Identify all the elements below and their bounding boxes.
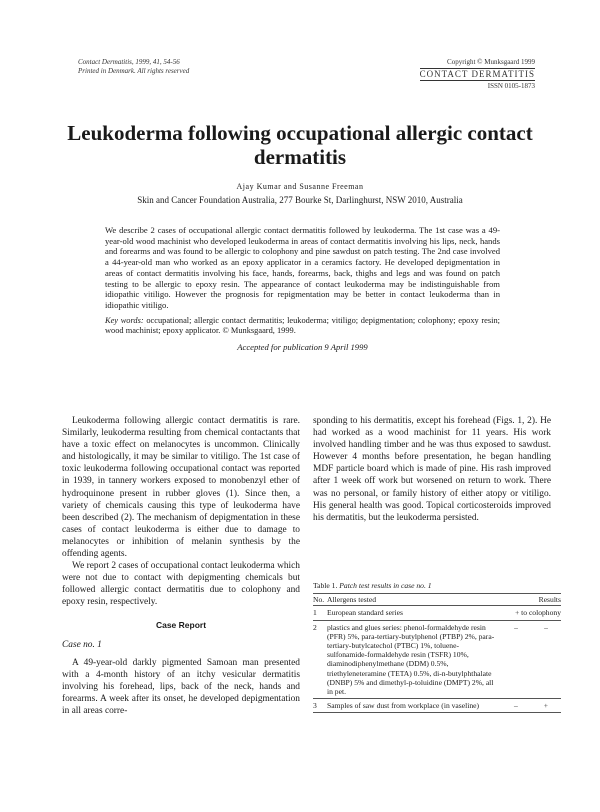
table-caption: Table 1. Patch test results in case no. 1	[313, 581, 432, 590]
journal-name: CONTACT DERMATITIS	[419, 69, 535, 79]
affiliation: Skin and Cancer Foundation Australia, 277 Bourke St, Darlinghurst, NSW 2010, Australia	[137, 195, 463, 205]
journal-citation: Contact Dermatitis, 1999, 41, 54-56 Printed in Denmark. All rights reserved	[78, 58, 190, 75]
accepted-date: Accepted for publication 9 April 1999	[237, 342, 368, 353]
body-column-left	[62, 415, 300, 717]
table-header-row: No. Allergens tested Results	[313, 593, 561, 606]
authors: Ajay Kumar and Susanne Freeman	[236, 182, 364, 191]
issn: ISSN 0105-1873	[487, 82, 535, 90]
table-row: 1 European standard series + to colophony	[313, 606, 561, 620]
intro-paragraph: We report 2 cases of occupational contact leukoderma which were not due to contact with depigmenting chemicals but followed allergic contact dermatitis due to colophony and epoxy resin, respectively.	[62, 561, 300, 608]
abstract-text: We describe 2 cases of occupational allergic contact dermatitis followed by leukoderma. The 1st case was a 49-year-old wood machinist who developed leukoderma in areas of contact dermatitis involving his lips, neck, hands and forearms and was found to be allergic to colophony and pine sawdust on patch testing. The 2nd case involved a 44-year-old man who worked as an epoxy applicator in a ceramics factory. He developed depigmentation in areas of contact dermatitis involving his face, hands, forearms, back, thighs and legs and was found on patch testing to be allergic to epoxy resin. The appearance of contact leukoderma may be indistinguishable from idiopathic vitiligo. However the prognosis for repigmentation may be better in contact leukoderma than in idiopathic vitiligo.	[105, 225, 500, 310]
case-label: Case no. 1	[62, 639, 102, 650]
article-title: Leukoderma following occupational allergic contact dermatitis	[67, 121, 533, 169]
abstract	[105, 225, 500, 353]
table-row: 3 Samples of saw dust from workplace (in vaseline) – +	[313, 699, 561, 713]
case-paragraph-continued: sponding to his dermatitis, except his forehead (Figs. 1, 2). He had worked as a wood machinist for 11 years. His work involved handling timber and he was thus exposed to sawdust. However 4 months before presentation, he began handling MDF particle board which is made of pine. His rash improved after 1 week off work but worsened on return to work. There was no personal, or family history of either atopy or vitiligo. His general health was good. Topical corticosteroids improved his dermatitis, but the leukoderma persisted.	[313, 416, 551, 523]
keywords: Key words: occupational; allergic contact dermatitis; leukoderma; vitiligo; depigmentation; colophony; epoxy resin; wood machinist; epoxy applicator. © Munksgaard, 1999.	[105, 315, 500, 336]
journal-masthead: Copyright © Munksgaard 1999 CONTACT DERMATITIS ISSN 0105-1873	[419, 58, 535, 90]
table-row: 2 plastics and glues series: phenol-formaldehyde resin (PFR) 5%, para-tertiary-butylphenol (PTBP) 2%, para-tertiary-butylcatechol (PTBC) 1%, toluene-sulfonamide-formaldehyde resin (TSFR) 10%, diaminodiphenylmethane (DDM) 0.5%, triethyleneteramine (TETA) 0.5%, di-n-butylphthalate (DNBP) 5% and dimethyl-p-toluidine (DMPT) 2%, all in pet. – –	[313, 621, 561, 700]
case-paragraph: A 49-year-old darkly pigmented Samoan man presented with a 4-month history of an itchy vesicular dermatitis involving his forehead, lips, back of the neck, hands and forearms. A week after its onset, he developed depigmentation in all areas corre-	[62, 657, 300, 717]
patch-test-table	[313, 581, 561, 713]
section-heading: Case Report	[155, 619, 207, 630]
body-column-right	[313, 415, 551, 524]
intro-paragraph: Leukoderma following allergic contact dermatitis is rare. Similarly, leukoderma resulting from chemical contactants that have a toxic effect on melanocytes is uncommon. Clinically and histologically, it may be similar to vitiligo. The 1st case of toxic leukoderma following occupational contact was reported in 1939, in tannery workers exposed to monobenzyl ether of hydroquinone present in rubber gloves (1). Since then, a variety of chemicals causing this type of leukoderma have been described (2). The mechanism of depigmentation in these cases of contact leukoderma is either due to damage to melanocytes or inhibition of melanin synthesis by the offending agents.	[62, 416, 300, 560]
